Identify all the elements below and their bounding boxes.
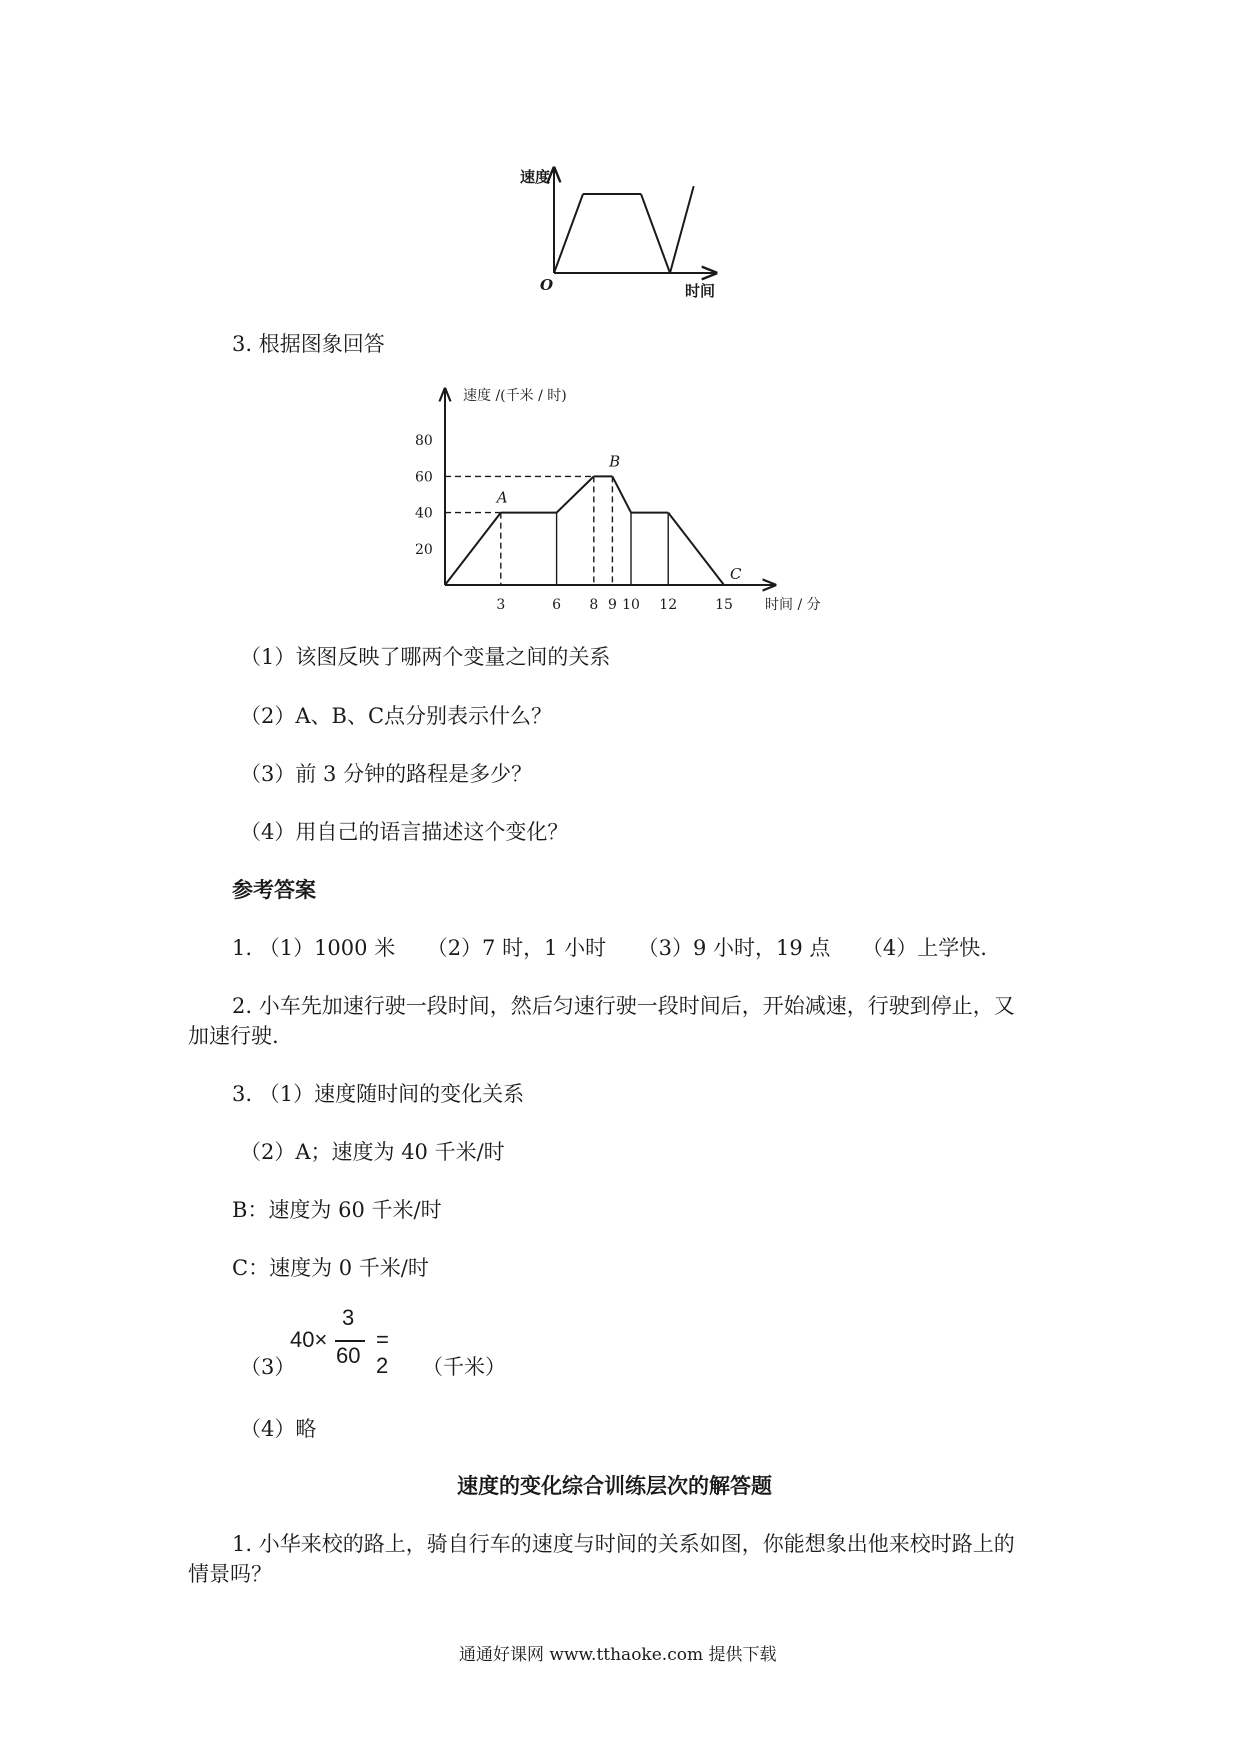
question-3-sub-3: （3）前 3 分钟的路程是多少？ (240, 762, 533, 786)
chart2-x-tick-label: 8 (589, 597, 599, 613)
formula-numerator: 3 (342, 1305, 355, 1330)
chart1-x-label: 时间 (685, 282, 716, 300)
chart2-y-tick-label: 40 (415, 505, 433, 522)
footer: 通通好课网 www.tthaoke.com 提供下载 (459, 1645, 777, 1665)
answers-heading: 参考答案 (232, 877, 316, 902)
question-3-sub-2: （2）A、B、C点分别表示什么？ (240, 704, 553, 728)
chart2-point-label: B (609, 452, 621, 471)
chart2-y-tick-label: 20 (415, 541, 433, 558)
chart2-series-segment (557, 476, 594, 512)
formula-lhs: 40× (290, 1327, 328, 1352)
chart1-y-label: 速度 (520, 168, 551, 186)
chart2-x-label: 时间 / 分 (765, 597, 821, 613)
chart2-point-label: C (730, 565, 742, 583)
answer-1: 1. （1）1000 米 （2）7 时，1 小时 （3）9 小时，19 点 （4）上学快. (232, 936, 987, 960)
section-2-question-1-line-1: 1. 小华来校的路上，骑自行车的速度与时间的关系如图，你能想象出他来校时路上的 (232, 1532, 1015, 1556)
speed-time-chart (405, 383, 845, 623)
answer-3-b: B：速度为 60 千米/时 (232, 1198, 442, 1222)
chart1-series-segment (554, 194, 583, 273)
chart2-point-label: A (496, 488, 508, 507)
answer-3-2: （2）A；速度为 40 千米/时 (240, 1140, 505, 1164)
chart2-x-tick-label: 10 (622, 597, 640, 613)
answer-3-1: 3. （1）速度随时间的变化关系 (232, 1082, 525, 1106)
question-3-sub-4: （4）用自己的语言描述这个变化？ (240, 820, 569, 844)
question-3-sub-1: （1）该图反映了哪两个变量之间的关系 (240, 645, 611, 669)
chart2-series-segment (612, 476, 631, 512)
fraction-bar (335, 1340, 365, 1342)
answer-3-3-label: （3） (240, 1355, 296, 1379)
chart2-x-tick-label: 12 (659, 597, 678, 613)
answer-2-line-2: 加速行驶. (188, 1024, 279, 1048)
section-2-title: 速度的变化综合训练层次的解答题 (457, 1473, 772, 1498)
formula-rhs: = 2 (376, 1327, 389, 1378)
chart2-x-tick-label: 6 (552, 597, 562, 613)
chart2-series-segment (445, 513, 501, 585)
speed-time-sketch-chart (520, 160, 740, 310)
chart2-x-tick-label: 3 (496, 597, 506, 613)
answer-3-4: （4）略 (240, 1417, 317, 1441)
section-2-question-1-line-2: 情景吗？ (188, 1562, 272, 1586)
chart2-x-tick-label: 9 (607, 597, 617, 613)
answer-2-line-1: 2. 小车先加速行驶一段时间，然后匀速行驶一段时间后，开始减速，行驶到停止，又 (232, 994, 1015, 1018)
chart2-y-tick-label: 80 (415, 433, 433, 450)
chart1-origin-label: O (540, 276, 554, 294)
chart1-series-tail (670, 186, 694, 273)
answer-3-3-unit: （千米） (422, 1355, 506, 1379)
answer-3-c: C：速度为 0 千米/时 (232, 1256, 429, 1280)
chart2-y-label: 速度 /(千米 / 时) (463, 388, 567, 404)
chart2-x-tick-label: 15 (715, 597, 733, 613)
chart1-series-segment (641, 194, 670, 273)
question-3-title: 3. 根据图象回答 (232, 332, 385, 356)
formula-denominator: 60 (336, 1343, 361, 1368)
chart2-series-segment (668, 513, 724, 585)
chart2-y-tick-label: 60 (415, 469, 433, 486)
